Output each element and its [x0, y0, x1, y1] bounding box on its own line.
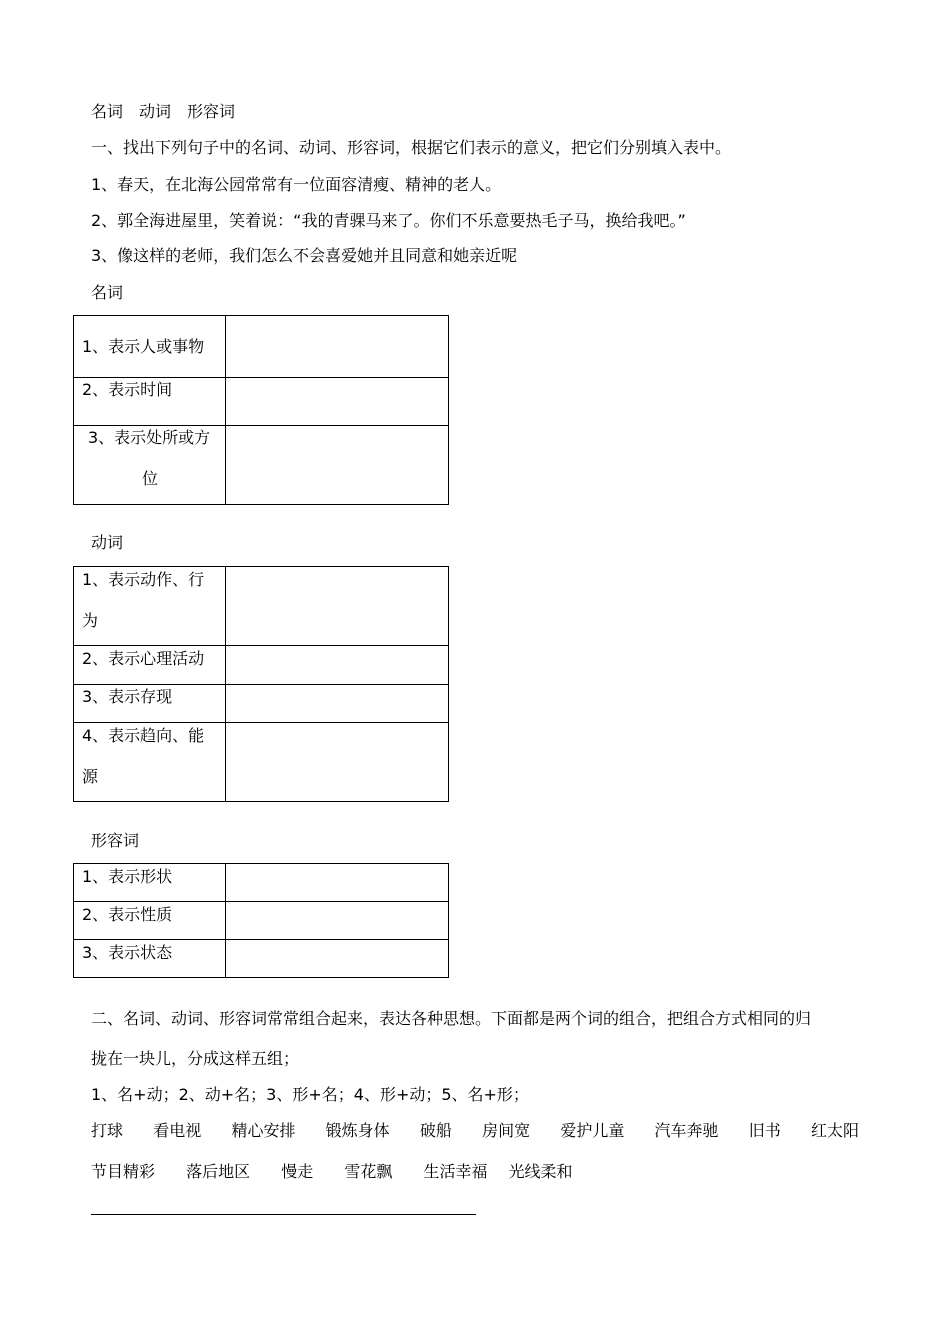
adjective-table [73, 863, 449, 978]
adjective-answer-cell-1[interactable] [226, 864, 449, 902]
sentence-1: 1、春天，在北海公园常常有一位面容清瘦、精神的老人。 [91, 175, 502, 194]
word-item: 旧书 [748, 1121, 781, 1140]
noun-category-1: 1、表示人或事物 [74, 316, 226, 378]
verb-category-4: 4、表示趋向、能 源 [74, 723, 226, 802]
noun-answer-cell-3[interactable] [226, 426, 449, 505]
verb-section-title: 动词 [91, 533, 124, 552]
combination-groups: 1、名+动；2、动+名；3、形+名；4、形+动；5、名+形； [91, 1085, 529, 1104]
verb-answer-cell-1[interactable] [226, 567, 449, 646]
adjective-category-1: 1、表示形状 [74, 864, 226, 902]
adjective-section-title: 形容词 [91, 831, 140, 850]
noun-category-2: 2、表示时间 [74, 378, 226, 426]
word-list-row-2 [91, 1162, 599, 1182]
word-item: 慢走 [281, 1162, 314, 1181]
word-item: 雪花飘 [344, 1162, 393, 1181]
word-item: 破船 [419, 1121, 452, 1140]
verb-table [73, 566, 449, 802]
word-item: 光线柔和 [508, 1162, 573, 1181]
verb-category-3: 3、表示存现 [74, 685, 226, 723]
verb-answer-cell-2[interactable] [226, 646, 449, 685]
word-item: 节目精彩 [91, 1162, 156, 1181]
verb-answer-cell-3[interactable] [226, 685, 449, 723]
part1-instruction: 一、找出下列句子中的名词、动词、形容词，根据它们表示的意义，把它们分别填入表中。 [91, 138, 732, 157]
verb-answer-cell-4[interactable] [226, 723, 449, 802]
sentence-2: 2、郭全海进屋里，笑着说：“我的青骒马来了。你们不乐意要热毛子马，换给我吧。” [91, 211, 686, 230]
word-item: 红太阳 [810, 1121, 859, 1140]
word-item: 生活幸福 [423, 1162, 488, 1181]
word-item: 锻炼身体 [325, 1121, 390, 1140]
adjective-answer-cell-2[interactable] [226, 902, 449, 940]
sentence-3: 3、像这样的老师，我们怎么不会喜爱她并且同意和她亲近呢 [91, 246, 518, 265]
noun-answer-cell-1[interactable] [226, 316, 449, 378]
adjective-category-3: 3、表示状态 [74, 940, 226, 978]
answer-blank-line[interactable] [91, 1214, 476, 1215]
word-item: 爱护儿童 [560, 1121, 625, 1140]
word-item: 精心安排 [231, 1121, 296, 1140]
word-item: 落后地区 [186, 1162, 251, 1181]
word-item: 房间宽 [482, 1121, 531, 1140]
adjective-category-2: 2、表示性质 [74, 902, 226, 940]
word-item: 汽车奔驰 [654, 1121, 719, 1140]
word-item: 看电视 [153, 1121, 202, 1140]
part2-instruction-line1: 二、名词、动词、形容词常常组合起来，表达各种思想。下面都是两个词的组合，把组合方式相同的归 [91, 1009, 812, 1028]
noun-answer-cell-2[interactable] [226, 378, 449, 426]
word-item: 打球 [91, 1121, 124, 1140]
noun-section-title: 名词 [91, 283, 124, 302]
word-list-row-1 [91, 1121, 859, 1141]
verb-category-2: 2、表示心理活动 [74, 646, 226, 685]
noun-category-3: 3、表示处所或方 位 [74, 426, 226, 505]
adjective-answer-cell-3[interactable] [226, 940, 449, 978]
part2-instruction-line2: 拢在一块儿，分成这样五组； [91, 1049, 300, 1068]
page-title: 名词 动词 形容词 [91, 102, 236, 121]
noun-table [73, 315, 449, 505]
verb-category-1: 1、表示动作、行 为 [74, 567, 226, 646]
